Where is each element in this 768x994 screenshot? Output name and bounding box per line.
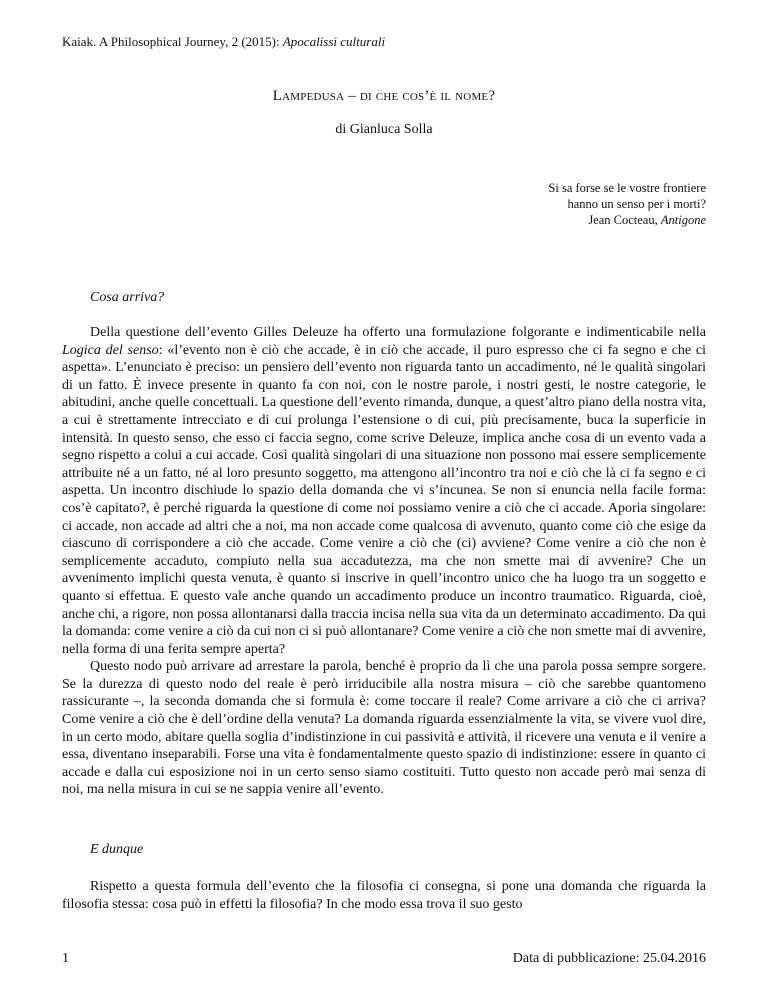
section-heading-1: Cosa arriva?	[90, 290, 165, 305]
epigraph-line-1: Si sa forse se le vostre frontiere	[548, 181, 706, 195]
paragraph-1	[62, 324, 706, 658]
article-author: di Gianluca Solla	[335, 122, 433, 137]
epigraph-author: Jean Cocteau,	[588, 213, 661, 227]
paragraph-3: Rispetto a questa formula dell’evento che la filosofia ci consegna, si pone una domanda che riguarda la filosofia stessa: cosa può in effetti la filosofia? In che modo essa trova il suo gesto	[62, 879, 706, 912]
section-2-body	[62, 878, 706, 913]
issue-title: Apocalissi culturali	[282, 34, 386, 49]
page-number: 1	[62, 951, 69, 966]
paragraph-2: Questo nodo può arrivare ad arrestare la parola, benché è proprio da lì che una parola possa sempre sorgere. Se la durezza di questo nodo del reale è però irriducibile alla nostra misura – ciò che sarebbe quantomeno rassicurante –, la seconda domanda che si formula è: come toccare il reale? Come arrivare a ciò che ci arriva? Come venire a ciò che è dell’ordine della venuta? La domanda riguarda essenzialmente la vita, se vivere vuol dire, in un certo modo, abitare quella soglia d’indistinzione in cui passività e attività, il ricevere una venuta e il venire a essa, diventano inseparabili. Forse una vita è fondamentalmente questo spazio di indistinzione: essere in quanto ci accade e dalla cui esposizione noi in un certo senso siamo costituiti. Tutto questo non accade però mai senza di noi, ma nella misura in cui se ne sappia venire all’evento.	[62, 659, 706, 798]
paragraph-1-part-a: Della questione dell’evento Gilles Deleuze ha offerto una formulazione folgorante e indimenticabile nella	[90, 325, 706, 340]
epigraph-line-2: hanno un senso per i morti?	[567, 197, 706, 211]
epigraph-attribution	[548, 212, 706, 228]
book-title-reference: Logica del senso	[62, 342, 159, 358]
section-heading-2: E dunque	[90, 842, 144, 857]
journal-name: Kaiak. A Philosophical Journey, 2 (2015):	[62, 34, 283, 49]
running-header	[62, 34, 385, 50]
section-1-body	[62, 324, 706, 799]
publication-date: Data di pubblicazione: 25.04.2016	[512, 951, 706, 966]
epigraph-work: Antigone	[660, 213, 706, 227]
epigraph	[548, 180, 706, 228]
paragraph-1-part-b: : «l’evento non è ciò che accade, è in ciò che accade, il puro espresso che ci fa segno e che ci aspetta». L’enunciato è preciso: un pensiero dell’evento non riguarda tanto un accadimento, né le qualità singolari di un fatto. È invece presente in quanto fa con noi, con le nostre parole, i nostri gesti, le nostre categorie, le abitudini, anche quelle concettuali. La questione dell’evento rimanda, dunque, a quest’altro piano della nostra vita, a cui è strettamente intrecciato e di cui prolunga l’estensione o di cui, più precisamente, buca la superficie in intensità. In questo senso, che esso ci faccia segno, come scrive Deleuze, implica anche cosa di un evento vada a segno rispetto a colui a cui accade. Così qualità singolari di una situazione non possono mai essere semplicemente attribuite né a un fatto, né al loro presunto soggetto, ma attengono all’incontro tra noi e ciò che là ci fa segno e ci aspetta. Un incontro dischiude lo spazio della domanda che vi s’incunea. Se non si enuncia nella facile forma: cos’è capitato?, è perché riguarda la questione di come noi possiamo venire a ciò che ci accade. Aporia singolare: ci accade, non accade ad altri che a noi, ma non accade come qualcosa di avvenuto, quanto come ciò che esige da ciascuno di corrispondere a ciò che accade. Come venire a ciò che (ci) avviene? Come venire a ciò che non è semplicemente accaduto, compiuto nella sua accadutezza, ma che non smette mai di avvenire? Che un avvenimento implichi questa venuta, è quanto si inscrive in quell’incontro unico che ha luogo tra un soggetto e quanto si effettua. E questo vale anche quando un accadimento produce un incontro traumatico. Riguarda, cioè, anche chi, a rigore, non possa allontanarsi dalla traccia incisa nella sua vita da un determinato accadimento. Da qui la domanda: come venire a ciò da cui non ci si può allontanare? Come venire a ciò che non smette mai di avvenire, nella forma di una ferita sempre aperta?	[62, 342, 707, 657]
article-title: Lampedusa – di che cos’è il nome?	[272, 88, 496, 104]
